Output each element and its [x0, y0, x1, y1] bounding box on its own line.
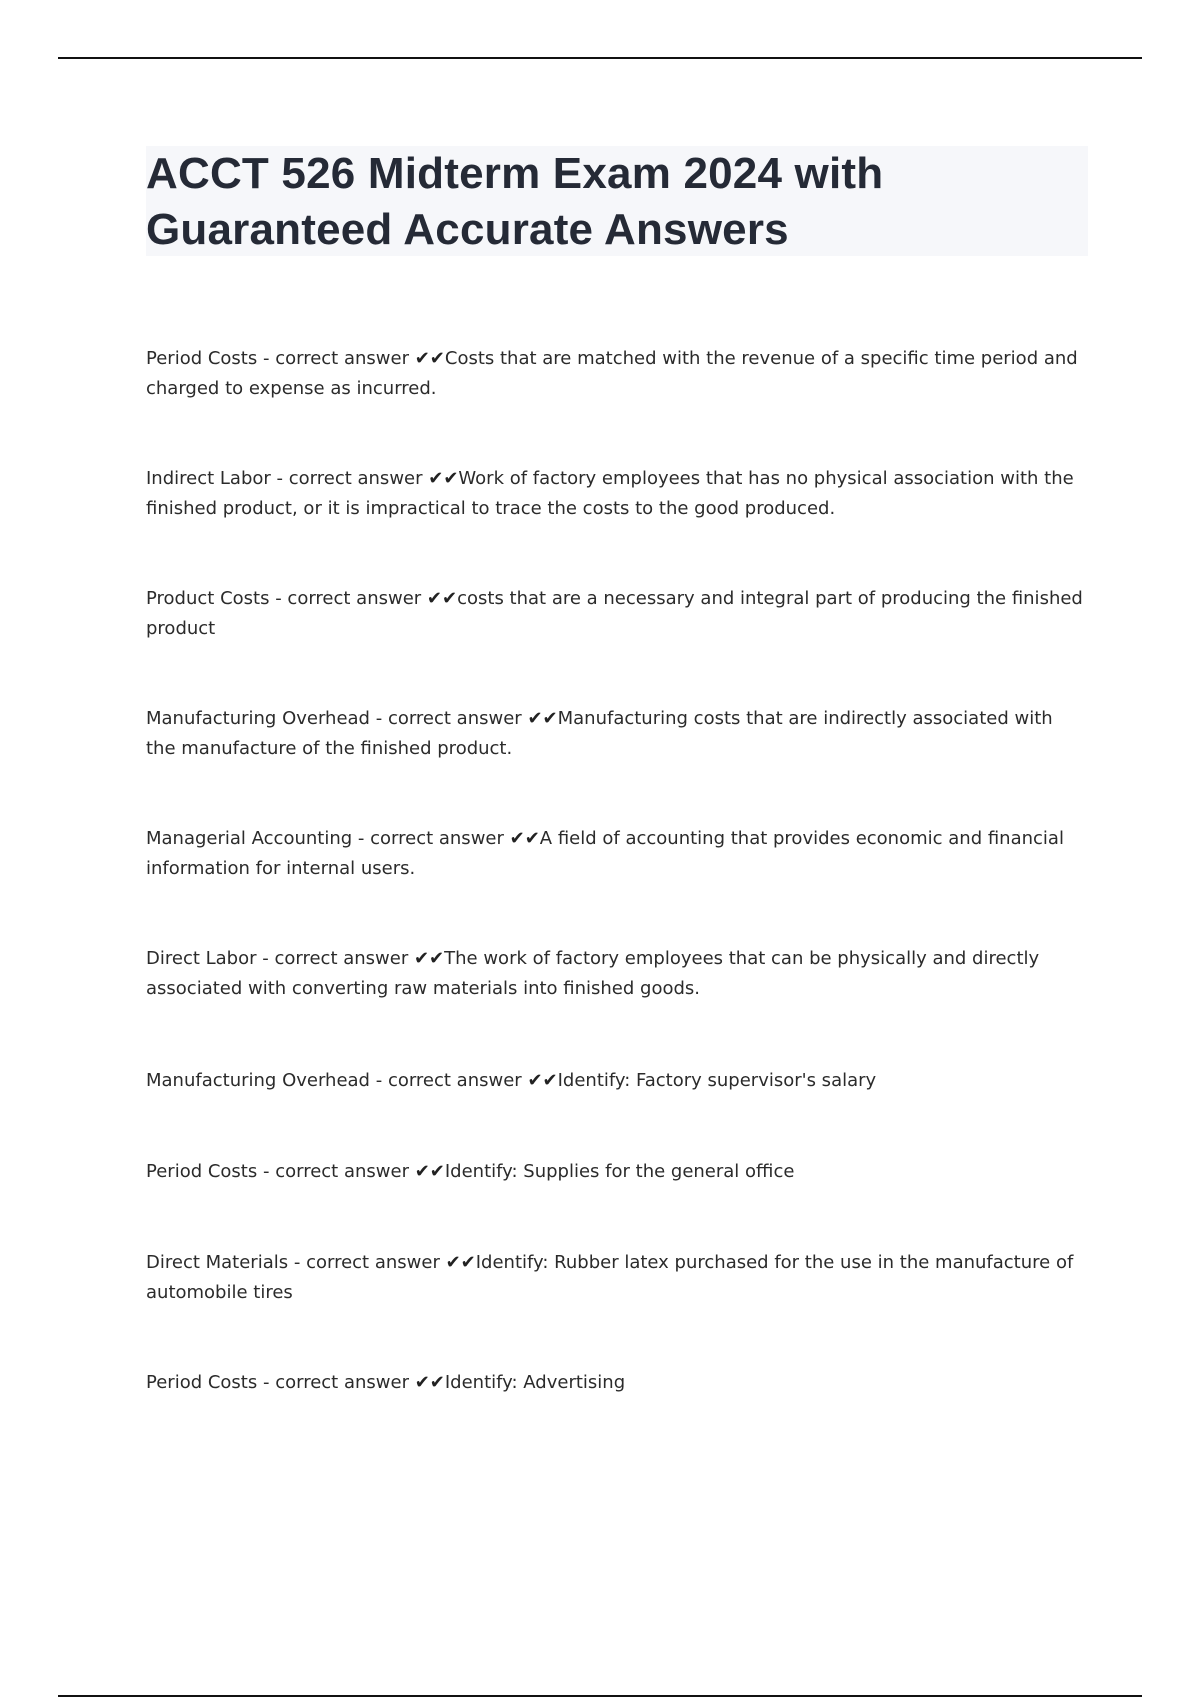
qa-answer: A field of accounting that provides economic and financial information for internal users.: [146, 828, 1064, 879]
double-check-icon: ✔✔: [445, 1252, 476, 1273]
double-check-icon: ✔✔: [509, 828, 540, 849]
qa-answer: Identify: Rubber latex purchased for the use in the manufacture of automobile tires: [146, 1252, 1074, 1303]
qa-separator: -: [257, 1372, 276, 1393]
qa-term: Indirect Labor: [146, 468, 271, 489]
double-check-icon: ✔✔: [426, 588, 458, 609]
qa-answer: The work of factory employees that can be physically and directly associated with converting raw materials into finished goods.: [146, 948, 1040, 999]
qa-term: Direct Labor: [146, 948, 257, 969]
qa-separator: -: [257, 348, 276, 369]
qa-separator: -: [369, 708, 388, 729]
qa-label: correct answer: [275, 1372, 409, 1393]
double-check-icon: ✔✔: [527, 1070, 558, 1091]
qa-term: Period Costs: [146, 1372, 258, 1393]
qa-item-10: [146, 1368, 1086, 1398]
top-rule: [58, 57, 1142, 59]
title-block: [146, 146, 1088, 256]
qa-term: Period Costs: [146, 348, 258, 369]
qa-answer: Work of factory employees that has no physical association with the finished product, or it is impractical to trace the costs to the good produced.: [146, 468, 1074, 519]
qa-label: correct answer: [387, 1070, 522, 1091]
qa-label: correct answer: [274, 948, 409, 969]
qa-label: correct answer: [287, 588, 422, 609]
qa-item-1: [146, 344, 1086, 404]
qa-separator: -: [369, 1070, 388, 1091]
qa-item-2: [146, 464, 1086, 524]
qa-item-8: [146, 1157, 1086, 1187]
qa-item-3: [146, 584, 1086, 644]
qa-separator: -: [257, 1161, 276, 1182]
double-check-icon: ✔✔: [527, 708, 558, 729]
bottom-rule: [58, 1695, 1142, 1697]
qa-answer: Identify: Supplies for the general office: [444, 1161, 795, 1182]
qa-label: correct answer: [306, 1252, 440, 1273]
qa-label: correct answer: [288, 468, 423, 489]
double-check-icon: ✔✔: [413, 948, 445, 969]
qa-answer: Costs that are matched with the revenue of a specific time period and charged to expense as incurred.: [146, 348, 1078, 399]
qa-term: Manufacturing Overhead: [146, 1070, 370, 1091]
qa-term: Managerial Accounting: [146, 828, 353, 849]
qa-answer: Manufacturing costs that are indirectly associated with the manufacture of the finished product.: [146, 708, 1053, 759]
qa-item-7: [146, 1066, 1086, 1096]
double-check-icon: ✔✔: [414, 1372, 445, 1393]
document-title: ACCT 526 Midterm Exam 2024 with Guaranteed Accurate Answers: [146, 149, 884, 254]
qa-label: correct answer: [387, 708, 522, 729]
qa-item-4: [146, 704, 1086, 764]
qa-item-6: [146, 944, 1086, 1004]
double-check-icon: ✔✔: [428, 468, 459, 489]
qa-term: Period Costs: [146, 1161, 258, 1182]
qa-answer: costs that are a necessary and integral part of producing the finished product: [146, 588, 1083, 639]
double-check-icon: ✔✔: [414, 348, 445, 369]
qa-label: correct answer: [275, 1161, 409, 1182]
double-check-icon: ✔✔: [414, 1161, 445, 1182]
qa-separator: -: [270, 468, 289, 489]
qa-item-5: [146, 824, 1086, 884]
qa-label: correct answer: [275, 348, 409, 369]
qa-term: Manufacturing Overhead: [146, 708, 370, 729]
qa-term: Product Costs: [146, 588, 270, 609]
qa-answer: Identify: Factory supervisor's salary: [557, 1070, 877, 1091]
qa-item-9: [146, 1248, 1086, 1308]
qa-separator: -: [269, 588, 288, 609]
qa-separator: -: [256, 948, 275, 969]
qa-separator: -: [288, 1252, 307, 1273]
qa-label: correct answer: [370, 828, 504, 849]
qa-separator: -: [352, 828, 371, 849]
qa-answer: Identify: Advertising: [444, 1372, 626, 1393]
qa-term: Direct Materials: [146, 1252, 289, 1273]
